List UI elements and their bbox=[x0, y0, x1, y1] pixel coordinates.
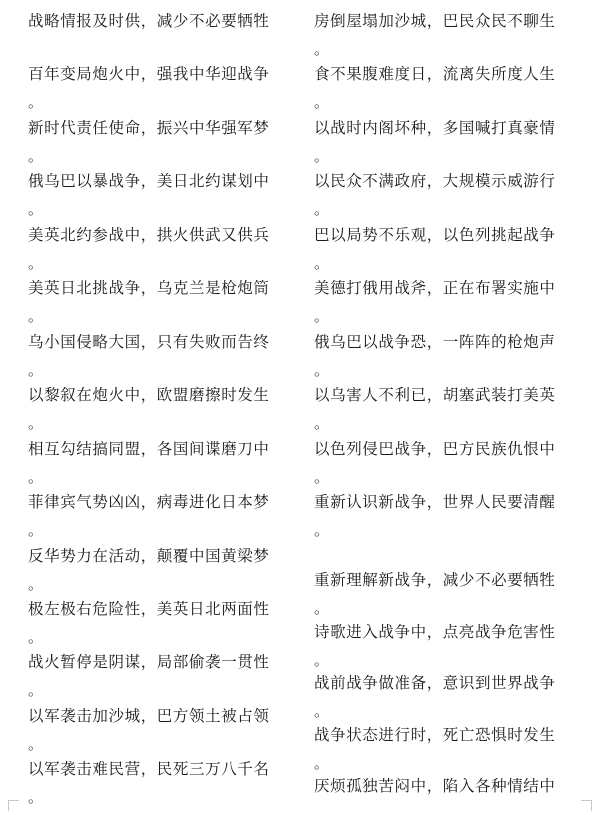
poem-line: 诗歌进入战争中，点亮战争危害性 bbox=[314, 623, 556, 641]
poem-line: 乌小国侵略大国，只有失败而告终 bbox=[28, 333, 270, 351]
poem-line: 厌烦孤独苦闷中，陷入各种情结中 bbox=[314, 777, 556, 795]
period-mark: 。 bbox=[314, 254, 330, 272]
period-mark: 。 bbox=[28, 788, 44, 806]
period-mark: 。 bbox=[28, 628, 44, 646]
period-mark: 。 bbox=[28, 681, 44, 699]
poem-line: 食不果腹难度日，流离失所度人生 bbox=[314, 65, 556, 83]
period-mark: 。 bbox=[28, 93, 44, 111]
poem-line: 相互勾结搞同盟，各国间谍磨刀中 bbox=[28, 440, 270, 458]
poem-line: 俄乌巴以战争恐，一阵阵的枪炮声 bbox=[314, 333, 556, 351]
poem-line: 重新理解新战争，减少不必要牺牲 bbox=[314, 571, 556, 589]
period-mark: 。 bbox=[314, 307, 330, 325]
period-mark: 。 bbox=[28, 147, 44, 165]
poem-line: 以战时内阁坏种，多国喊打真豪情 bbox=[314, 119, 556, 137]
poem-line: 美英北约参战中，拱火供武又供兵 bbox=[28, 226, 270, 244]
poem-line: 以民众不满政府，大规模示威游行 bbox=[314, 172, 556, 190]
period-mark: 。 bbox=[314, 468, 330, 486]
poem-line: 战略情报及时供，减少不必要牺牲 bbox=[28, 12, 270, 30]
period-mark: 。 bbox=[28, 521, 44, 539]
period-mark: 。 bbox=[314, 754, 330, 772]
period-mark: 。 bbox=[314, 599, 330, 617]
poem-line: 巴以局势不乐观，以色列挑起战争 bbox=[314, 226, 556, 244]
poem-line: 房倒屋塌加沙城，巴民众民不聊生 bbox=[314, 12, 556, 30]
period-mark: 。 bbox=[314, 521, 330, 539]
page-corner-mark bbox=[8, 800, 19, 811]
poem-line: 战火暂停是阴谋，局部偷袭一贯性 bbox=[28, 653, 270, 671]
period-mark: 。 bbox=[28, 200, 44, 218]
poem-line: 俄乌巴以暴战争，美日北约谋划中 bbox=[28, 172, 270, 190]
poem-line: 以黎叙在炮火中，欧盟磨擦时发生 bbox=[28, 386, 270, 404]
poem-line: 战争状态进行时，死亡恐惧时发生 bbox=[314, 726, 556, 744]
period-mark: 。 bbox=[314, 414, 330, 432]
period-mark: 。 bbox=[314, 361, 330, 379]
page-corner-mark bbox=[581, 800, 592, 811]
poem-line: 以军袭击加沙城，巴方领土被占领 bbox=[28, 707, 270, 725]
poem-line: 以色列侵巴战争，巴方民族仇恨中 bbox=[314, 440, 556, 458]
period-mark: 。 bbox=[314, 200, 330, 218]
poem-line: 重新认识新战争，世界人民要清醒 bbox=[314, 493, 556, 511]
period-mark: 。 bbox=[28, 735, 44, 753]
period-mark: 。 bbox=[314, 651, 330, 669]
period-mark: 。 bbox=[28, 468, 44, 486]
period-mark: 。 bbox=[28, 307, 44, 325]
poem-line: 美英日北挑战争，乌克兰是枪炮筒 bbox=[28, 279, 270, 297]
poem-line: 百年变局炮火中，强我中华迎战争 bbox=[28, 65, 270, 83]
poem-line: 以军袭击难民营，民死三万八千名 bbox=[28, 760, 270, 778]
period-mark: 。 bbox=[28, 414, 44, 432]
poem-line: 以乌害人不利已，胡塞武装打美英 bbox=[314, 386, 556, 404]
period-mark: 。 bbox=[314, 40, 330, 58]
period-mark: 。 bbox=[28, 575, 44, 593]
period-mark: 。 bbox=[314, 702, 330, 720]
poem-line: 反华势力在活动，颠覆中国黄梁梦 bbox=[28, 547, 270, 565]
period-mark: 。 bbox=[28, 361, 44, 379]
period-mark: 。 bbox=[314, 93, 330, 111]
poem-line: 极左极右危险性，美英日北两面性 bbox=[28, 600, 270, 618]
poem-line: 战前战争做准备，意识到世界战争 bbox=[314, 674, 556, 692]
period-mark: 。 bbox=[314, 147, 330, 165]
poem-line: 美德打俄用战斧，正在布署实施中 bbox=[314, 279, 556, 297]
poem-line: 新时代责任使命，振兴中华强军梦 bbox=[28, 119, 270, 137]
period-mark: 。 bbox=[28, 254, 44, 272]
poem-line: 菲律宾气势凶凶，病毒进化日本梦 bbox=[28, 493, 270, 511]
